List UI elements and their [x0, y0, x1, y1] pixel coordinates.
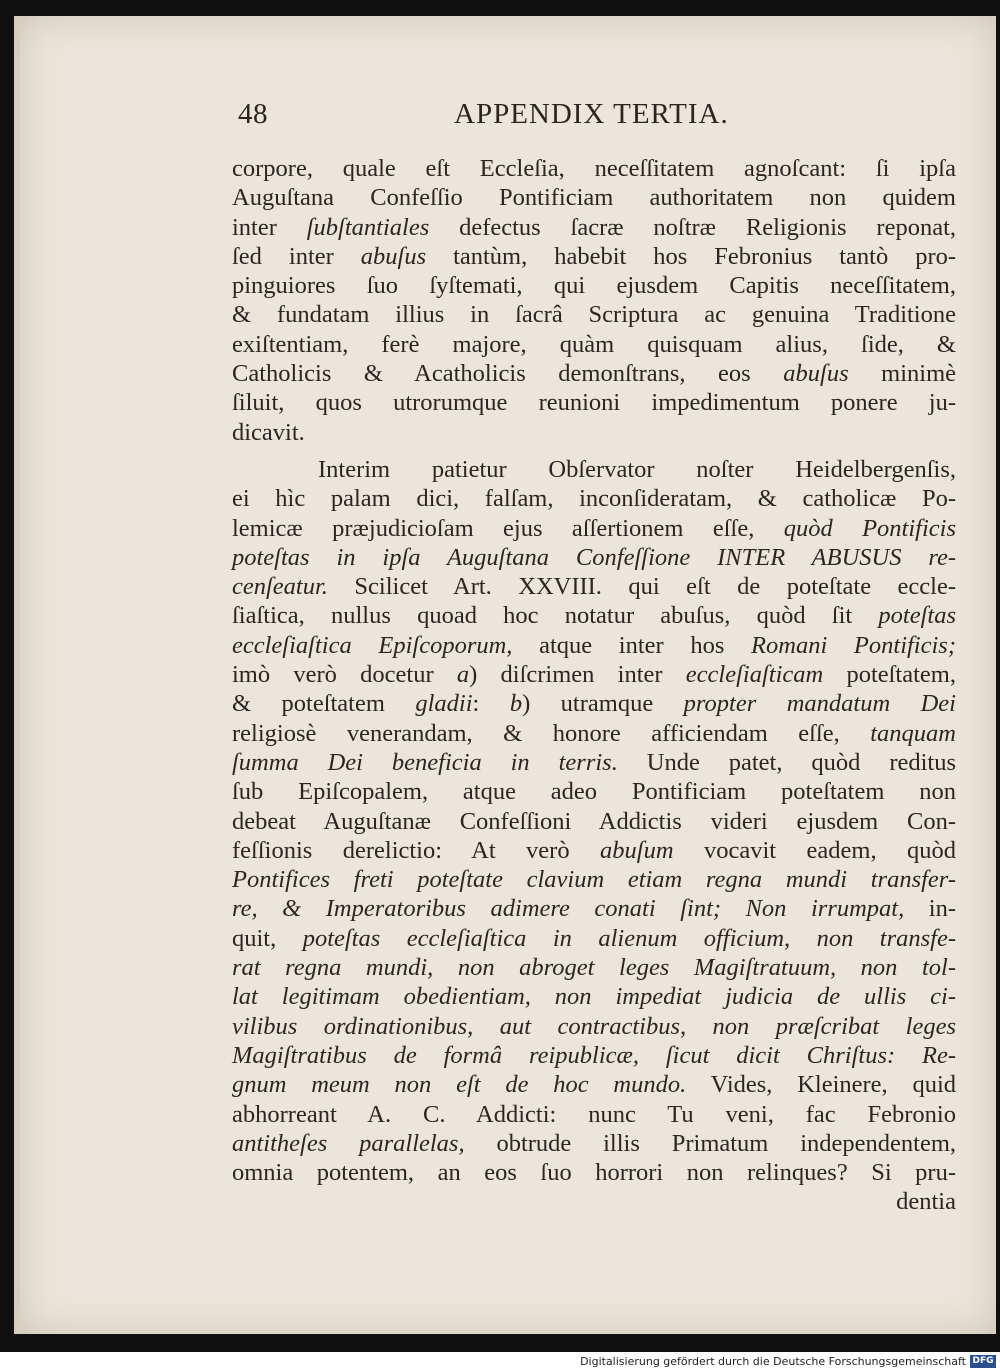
italic-segment: gladii: [415, 690, 473, 718]
text-segment: obtrude illis Primatum independentem,: [464, 1129, 956, 1157]
text-segment: abhorreant A. C. Addicti: nunc Tu veni, fac Febronio: [232, 1100, 956, 1128]
text-segment: Interim patietur Obſervator noſter Heidelbergenſis,: [318, 455, 956, 483]
text-segment: ſed inter: [232, 242, 361, 270]
text-line: [232, 388, 956, 417]
text-line: [232, 777, 956, 806]
italic-segment: eccleſiaſtica Epiſcoporum,: [232, 631, 513, 659]
text-segment: ) utramque: [522, 690, 684, 718]
italic-segment: cenſeatur.: [232, 573, 328, 601]
text-line: [232, 689, 956, 718]
text-segment: dentia: [896, 1188, 956, 1216]
text-segment: in-: [904, 895, 956, 923]
text-segment: imò verò docetur: [232, 661, 457, 689]
italic-segment: lat legitimam obedientiam, non impediat judicia de ullis ci-: [232, 983, 956, 1011]
text-line: [232, 359, 956, 388]
italic-segment: ſubſtantiales: [306, 213, 430, 241]
italic-segment: tanquam: [870, 719, 956, 747]
italic-segment: a: [456, 661, 470, 689]
text-segment: dicavit.: [232, 418, 305, 446]
text-line: [232, 660, 956, 689]
italic-segment: abuſus: [360, 242, 427, 270]
italic-segment: Pontifices freti poteſtate clavium etiam regna mundi transfer-: [232, 866, 956, 894]
text-line: [232, 1070, 956, 1099]
text-line: [232, 1012, 956, 1041]
text-segment: vocavit eadem, quòd: [673, 836, 956, 864]
text-segment: religiosè venerandam, & honore afficiendam eſſe,: [232, 719, 871, 747]
text-line: [232, 807, 956, 836]
text-segment: Vides, Kleinere, quid: [686, 1071, 957, 1099]
text-segment: minimè: [848, 360, 957, 388]
italic-segment: vilibus ordinationibus, aut contractibus, non præſcribat leges: [232, 1012, 956, 1040]
text-segment: & fundatam illius in ſacrâ Scriptura ac genuina Traditione: [232, 301, 956, 329]
text-line: [232, 300, 956, 329]
text-line: [232, 330, 956, 359]
italic-segment: rat regna mundi, non abroget leges Magiſtratuum, non tol-: [232, 954, 956, 982]
digitization-footer: [0, 1352, 1000, 1372]
text-segment: Catholicis & Acatholicis demonſtrans, eos: [232, 360, 784, 388]
text-segment: pinguiores ſuo ſyſtemati, qui ejusdem Capitis neceſſitatem,: [232, 272, 956, 300]
text-line: [232, 154, 956, 183]
running-head: APPENDIX TERTIA.: [454, 98, 729, 130]
text-segment: inter: [232, 213, 307, 241]
text-segment: feſſionis derelictio: At verò: [232, 836, 601, 864]
text-line: [232, 836, 956, 865]
italic-segment: poteſtas in ipſa Auguſtana Confeſſione INTER ABUSUS re-: [232, 543, 956, 571]
text-segment: Auguſtana Confeſſio Pontificiam authoritatem non quidem: [232, 184, 956, 212]
text-segment: ) diſcrimen inter: [469, 661, 686, 689]
text-segment: ſub Epiſcopalem, atque adeo Pontificiam poteſtatem non: [232, 778, 956, 806]
text-line: [232, 213, 956, 242]
text-line: [232, 1129, 956, 1158]
text-segment: :: [472, 690, 510, 718]
text-segment: corpore, quale eſt Eccleſia, neceſſitatem agnoſcant: ſi ipſa: [232, 155, 956, 182]
italic-segment: re, & Imperatoribus adimere conati ſint; Non irrumpat,: [232, 895, 905, 923]
text-line: [232, 418, 956, 447]
dfg-logo[interactable]: DFG: [970, 1355, 996, 1368]
text-segment: ei hìc palam dici, falſam, inconſideratam, & catholicæ Po-: [232, 485, 956, 513]
text-segment: debeat Auguſtanæ Confeſſioni Addictis videri ejusdem Con-: [232, 807, 956, 835]
text-segment: & poteſtatem: [232, 690, 416, 718]
italic-segment: abuſum: [600, 836, 674, 864]
italic-segment: quòd Pontificis: [783, 514, 956, 542]
text-line: [232, 271, 956, 300]
text-segment: exiſtentiam, ferè majore, quàm quisquam alius, ſide, &: [232, 330, 956, 358]
italic-segment: poteſtas eccleſiaſtica in alienum officium, non transfe-: [302, 924, 956, 952]
text-line: [232, 719, 956, 748]
text-line: [232, 1158, 956, 1187]
text-line: [232, 924, 956, 953]
text-segment: defectus ſacræ noſtræ Religionis reponat,: [429, 213, 956, 241]
text-line: [232, 865, 956, 894]
text-line: [232, 514, 956, 543]
text-line: [232, 631, 956, 660]
page-number: 48: [238, 98, 268, 130]
italic-segment: antitheſes parallelas,: [232, 1129, 465, 1157]
text-line: [232, 572, 956, 601]
text-line: [232, 455, 956, 484]
text-segment: poteſtatem,: [823, 661, 956, 689]
text-segment: omnia potentem, an eos ſuo horrori non relinques? Si pru-: [232, 1159, 956, 1187]
text-line: [232, 953, 956, 982]
text-line: [232, 1187, 956, 1216]
text-segment: Unde patet, quòd reditus: [617, 748, 956, 776]
italic-segment: propter mandatum Dei: [683, 690, 956, 718]
italic-segment: gnum meum non eſt de hoc mundo.: [232, 1071, 687, 1099]
italic-segment: ſumma Dei beneficia in terris.: [232, 748, 618, 776]
text-line: [232, 484, 956, 513]
italic-segment: poteſtas: [878, 602, 956, 630]
text-line: [232, 894, 956, 923]
text-line: [232, 601, 956, 630]
text-line: [232, 982, 956, 1011]
text-segment: quit,: [232, 924, 303, 952]
italic-segment: b: [509, 690, 523, 718]
funding-credit: Digitalisierung gefördert durch die Deutsche Forschungsgemeinschaft: [580, 1355, 966, 1368]
text-segment: ſiluit, quos utrorumque reunioni impedimentum ponere ju-: [232, 389, 956, 417]
text-line: [232, 1041, 956, 1070]
text-segment: lemicæ præjudicioſam ejus aſſertionem eſſe,: [232, 514, 784, 542]
paragraph-gap: [232, 447, 956, 455]
text-line: [232, 1100, 956, 1129]
italic-segment: Romani Pontificis;: [751, 631, 956, 659]
text-line: [232, 183, 956, 212]
text-segment: atque inter hos: [512, 631, 752, 659]
text-segment: tantùm, habebit hos Febronius tantò pro-: [426, 242, 957, 270]
book-page: [14, 16, 996, 1334]
text-line: [232, 242, 956, 271]
text-segment: ſiaſtica, nullus quoad hoc notatur abuſus, quòd ſit: [232, 602, 879, 630]
text-line: [232, 748, 956, 777]
italic-segment: Magiſtratibus de formâ reipublicæ, ſicut dicit Chriſtus: Re-: [232, 1041, 956, 1069]
text-line: [232, 543, 956, 572]
body-text: [232, 154, 956, 1217]
italic-segment: eccleſiaſticam: [685, 661, 824, 689]
italic-segment: abuſus: [783, 360, 849, 388]
page-header: [238, 98, 968, 138]
text-segment: Scilicet Art. XXVIII. qui eſt de poteſtate eccle-: [327, 573, 956, 601]
